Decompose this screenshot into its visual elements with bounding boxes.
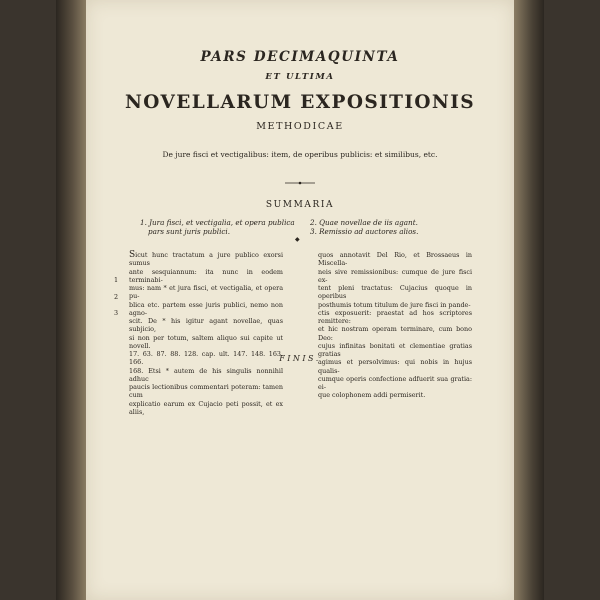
text-line: neis sive remissionibus: cumque de jure fisci ex- — [318, 267, 472, 284]
text-line: et hic nostram operam terminare, cum bono Deo: — [318, 325, 472, 342]
text-column-right — [318, 251, 472, 400]
text-line: 168. Etsi * autem de his singulis nonnihil adhuc — [129, 366, 283, 383]
summaria-heading: SUMMARIA — [265, 200, 335, 210]
summary-line: pars sunt juris publici. — [148, 226, 231, 236]
summary-line: 2. Quae novellae de iis agant. — [310, 218, 418, 227]
text-line: cujus infinitas bonitati et clementiae gratias gratias — [318, 341, 472, 358]
title-line-3: NOVELLARUM EXPOSITIONIS — [124, 92, 476, 113]
book-page — [86, 0, 514, 600]
margin-number: 1 — [114, 276, 119, 284]
decorative-rule — [285, 181, 315, 185]
text-line: scit. De * his igitur agant novellae, quas subjicio, — [129, 317, 283, 334]
finis-label: FINIS. — [279, 354, 321, 363]
book-edge-right — [514, 0, 544, 600]
text-line: explicatio earum ex Cujacio peti possit, et ex aliis, — [129, 399, 283, 416]
subtitle: De jure fisci et vectigalibus: item, de operibus publicis: et similibus, etc. — [162, 150, 438, 159]
title-line-4: METHODICAE — [256, 121, 344, 132]
ornament: ◆ — [295, 236, 300, 243]
text-line: ante sesquiannum: ita nunc in eodem terminabi- — [129, 267, 283, 284]
text-line: paucis lectionibus commentari poteram: tamen cum — [129, 383, 283, 400]
margin-number: 3 — [114, 309, 119, 317]
title-line-1: PARS DECIMAQUINTA — [200, 49, 400, 65]
text-line: mus: nam * et jura fisci, et vectigalia, et opera pu- — [129, 284, 283, 301]
text-line: posthumis totum titulum de jure fisci in pande- — [318, 300, 471, 309]
summary-line: 3. Remissio ad auctores alios. — [310, 226, 419, 236]
text-column-left — [129, 251, 283, 416]
text-line: ctis exposuerit: praestat ad hos scriptores remittere: — [318, 308, 472, 325]
text-line: cumque operis confectione adfuerit sua gratia: ei- — [318, 374, 472, 391]
summaria-right — [310, 219, 470, 236]
text-line: quos annotavit Del Rio, et Brossaeus in Miscella- — [318, 251, 472, 268]
summaria-left — [140, 219, 310, 236]
summary-line: 1. Jura fisci, et vectigalia, et opera publica — [140, 218, 295, 227]
text-line: Sicut hunc tractatum a jure publico exorsi sumus — [129, 250, 283, 268]
margin-number: 2 — [114, 293, 119, 301]
text-line: 17. 63. 87. 88. 128. cap. ult. 147. 148. 163. 166. — [129, 350, 283, 367]
text-line: tent pleni tractatus: Cujacius quoque in operibus — [318, 284, 472, 301]
text-line: si non per totum, saltem aliquo sui capite ut novell. — [129, 333, 283, 350]
title-line-2: ET ULTIMA — [265, 72, 335, 82]
text-line: agimus et persolvimus: qui nobis in hujus qualis- — [318, 358, 472, 375]
book-binding-left — [56, 0, 86, 600]
text-line: que colophonem addi permiserit. — [318, 391, 426, 400]
text-line: blica etc. partem esse juris publici, nemo non agno- — [129, 300, 283, 317]
